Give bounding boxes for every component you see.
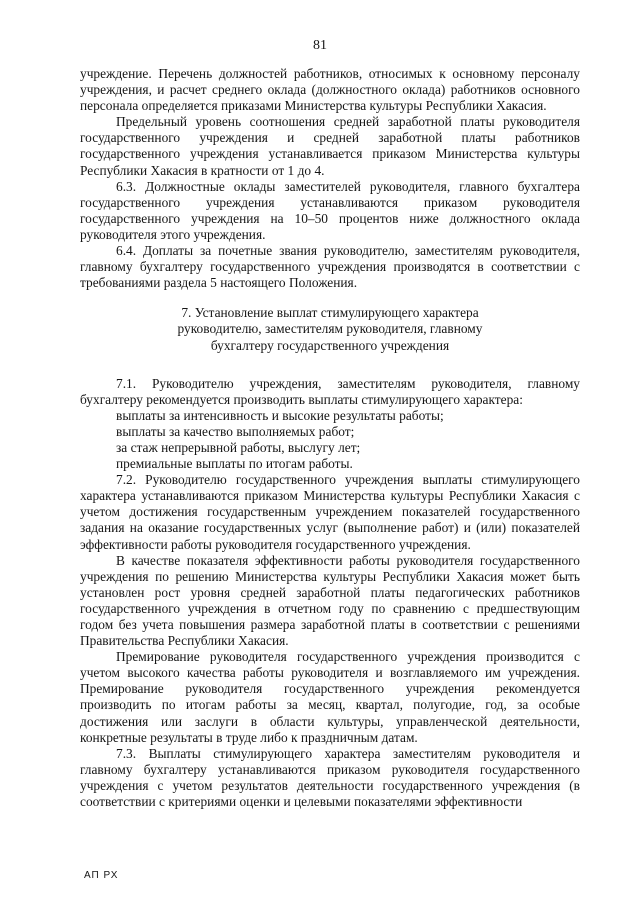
footer-mark: АП РХ — [84, 870, 119, 881]
paragraph-salary-ratio: Предельный уровень соотношения средней заработной платы руководителя государственного учреждения и средней заработной платы работников государственного учреждения устанавливается приказом Министерства культуры Республики Хакасия в кратности от 1 до 4. — [80, 114, 580, 178]
list-item-seniority: за стаж непрерывной работы, выслугу лет; — [116, 439, 361, 455]
paragraph-7-1: 7.1. Руководителю учреждения, заместителям руководителя, главному бухгалтеру рекомендуется производить выплаты стимулирующего характера: — [80, 375, 580, 407]
section-heading-line-3: бухгалтеру государственного учреждения — [210, 337, 450, 353]
paragraph-7-3: 7.3. Выплаты стимулирующего характера заместителям руководителя и главному бухгалтеру устанавливаются приказом руководителя государственного учреждения с учетом результатов деятельности государственного учреждения (в соответствии с критериями оценки и целевыми показателями эффективности — [80, 745, 580, 810]
paragraph-efficiency-indicator: В качестве показателя эффективности работы руководителя государственного учреждения по решению Министерства культуры Республики Хакасия может быть установлен рост уровня средней заработной платы педагогических работников государственного учреждения в отчетном году по сравнению с предшествующим годом без учета повышения размера заработной платы в соответствии с решениями Правительства Республики Хакасия. — [80, 552, 580, 649]
list-item-intensity: выплаты за интенсивность и высокие результаты работы; — [116, 407, 444, 423]
paragraph-7-2: 7.2. Руководителю государственного учреждения выплаты стимулирующего характера устанавливаются приказом Министерства культуры Республики Хакасия с учетом достижения государственным учреждением показателей государственного задания на оказание государственных услуг (выполнение работ) и (или) показателей эффективности работы руководителя государственного учреждения. — [80, 472, 580, 552]
page-number: 81 — [313, 38, 327, 53]
list-item-bonus: премиальные выплаты по итогам работы. — [116, 456, 353, 472]
paragraph-6-4: 6.4. Доплаты за почетные звания руководителю, заместителям руководителя, главному бухгалтеру государственного учреждения производятся в соответствии с требованиями раздела 5 настоящего Положения. — [80, 243, 580, 291]
paragraph-6-3: 6.3. Должностные оклады заместителей руководителя, главного бухгалтера государственного учреждения устанавливаются приказом руководителя государственного учреждения на 10–50 процентов ниже должностного оклада руководителя этого учреждения. — [80, 178, 580, 242]
document-body — [80, 66, 580, 810]
paragraph-continuation: учреждение. Перечень должностей работников, относимых к основному персоналу учреждения, и расчет среднего оклада (должностного оклада) работников основного персонала определяется приказами Министерства культуры Республики Хакасия. — [80, 66, 580, 114]
section-heading-line-2: руководителю, заместителям руководителя, главному — [177, 321, 483, 337]
list-item-quality: выплаты за качество выполняемых работ; — [116, 423, 355, 439]
section-heading-line-1: 7. Установление выплат стимулирующего характера — [181, 305, 479, 321]
section-7-heading — [80, 305, 580, 353]
paragraph-bonus: Премирование руководителя государственного учреждения производится с учетом высокого качества работы руководителя и возглавляемого им учреждения. Премирование руководителя государственного учреждения рекомендуется производить по итогам работы за месяц, квартал, полугодие, год, за особые достижения или заслуги в области культуры, управленческой деятельности, конкретные результаты в труде либо к праздничным датам. — [80, 649, 580, 745]
